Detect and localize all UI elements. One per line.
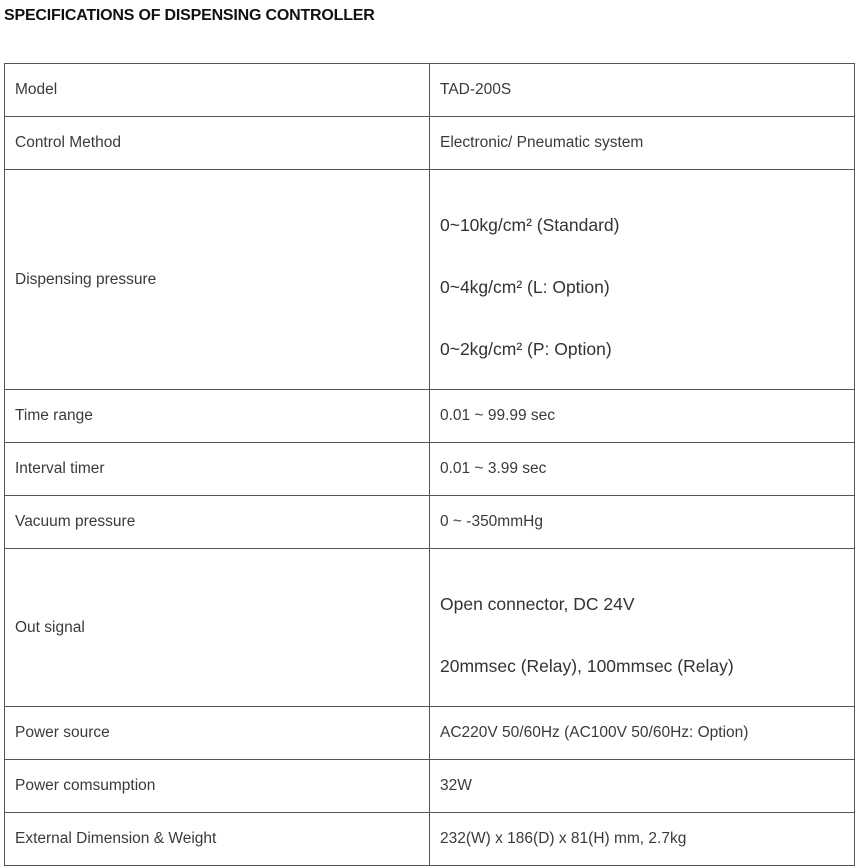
row-value: Electronic/ Pneumatic system: [430, 117, 855, 170]
row-label: Vacuum pressure: [5, 496, 430, 549]
table-row-power-source: [5, 707, 855, 760]
table-row-control-method: [5, 117, 855, 170]
row-label: Time range: [5, 390, 430, 443]
table-row-vacuum-pressure: [5, 496, 855, 549]
row-value: [430, 549, 855, 707]
row-value: 32W: [430, 760, 855, 813]
value-line: 0~2kg/cm² (P: Option): [440, 338, 612, 359]
table-row-interval-timer: [5, 443, 855, 496]
table-row-dispensing-pressure: [5, 170, 855, 390]
row-value: 0.01 ~ 99.99 sec: [430, 390, 855, 443]
table-row-out-signal: [5, 549, 855, 707]
row-value: 0.01 ~ 3.99 sec: [430, 443, 855, 496]
value-line: Open connector, DC 24V: [440, 593, 635, 614]
value-line: 20mmsec (Relay), 100mmsec (Relay): [440, 655, 734, 676]
table-row-dimension-weight: [5, 813, 855, 866]
row-value: AC220V 50/60Hz (AC100V 50/60Hz: Option): [430, 707, 855, 760]
row-label: External Dimension & Weight: [5, 813, 430, 866]
row-value: TAD-200S: [430, 64, 855, 117]
row-value: 232(W) x 186(D) x 81(H) mm, 2.7kg: [430, 813, 855, 866]
table-row-power-consumption: [5, 760, 855, 813]
row-label: Power comsumption: [5, 760, 430, 813]
row-value: [430, 170, 855, 390]
row-label: Out signal: [5, 549, 430, 707]
row-label: Model: [5, 64, 430, 117]
row-label: Dispensing pressure: [5, 170, 430, 390]
row-label: Interval timer: [5, 443, 430, 496]
spec-table: [4, 63, 855, 866]
table-row-time-range: [5, 390, 855, 443]
value-line: 0~10kg/cm² (Standard): [440, 214, 620, 235]
table-row-model: [5, 64, 855, 117]
row-label: Power source: [5, 707, 430, 760]
row-label: Control Method: [5, 117, 430, 170]
row-value: 0 ~ -350mmHg: [430, 496, 855, 549]
value-line: 0~4kg/cm² (L: Option): [440, 276, 610, 297]
page-title: SPECIFICATIONS OF DISPENSING CONTROLLER: [4, 7, 375, 24]
